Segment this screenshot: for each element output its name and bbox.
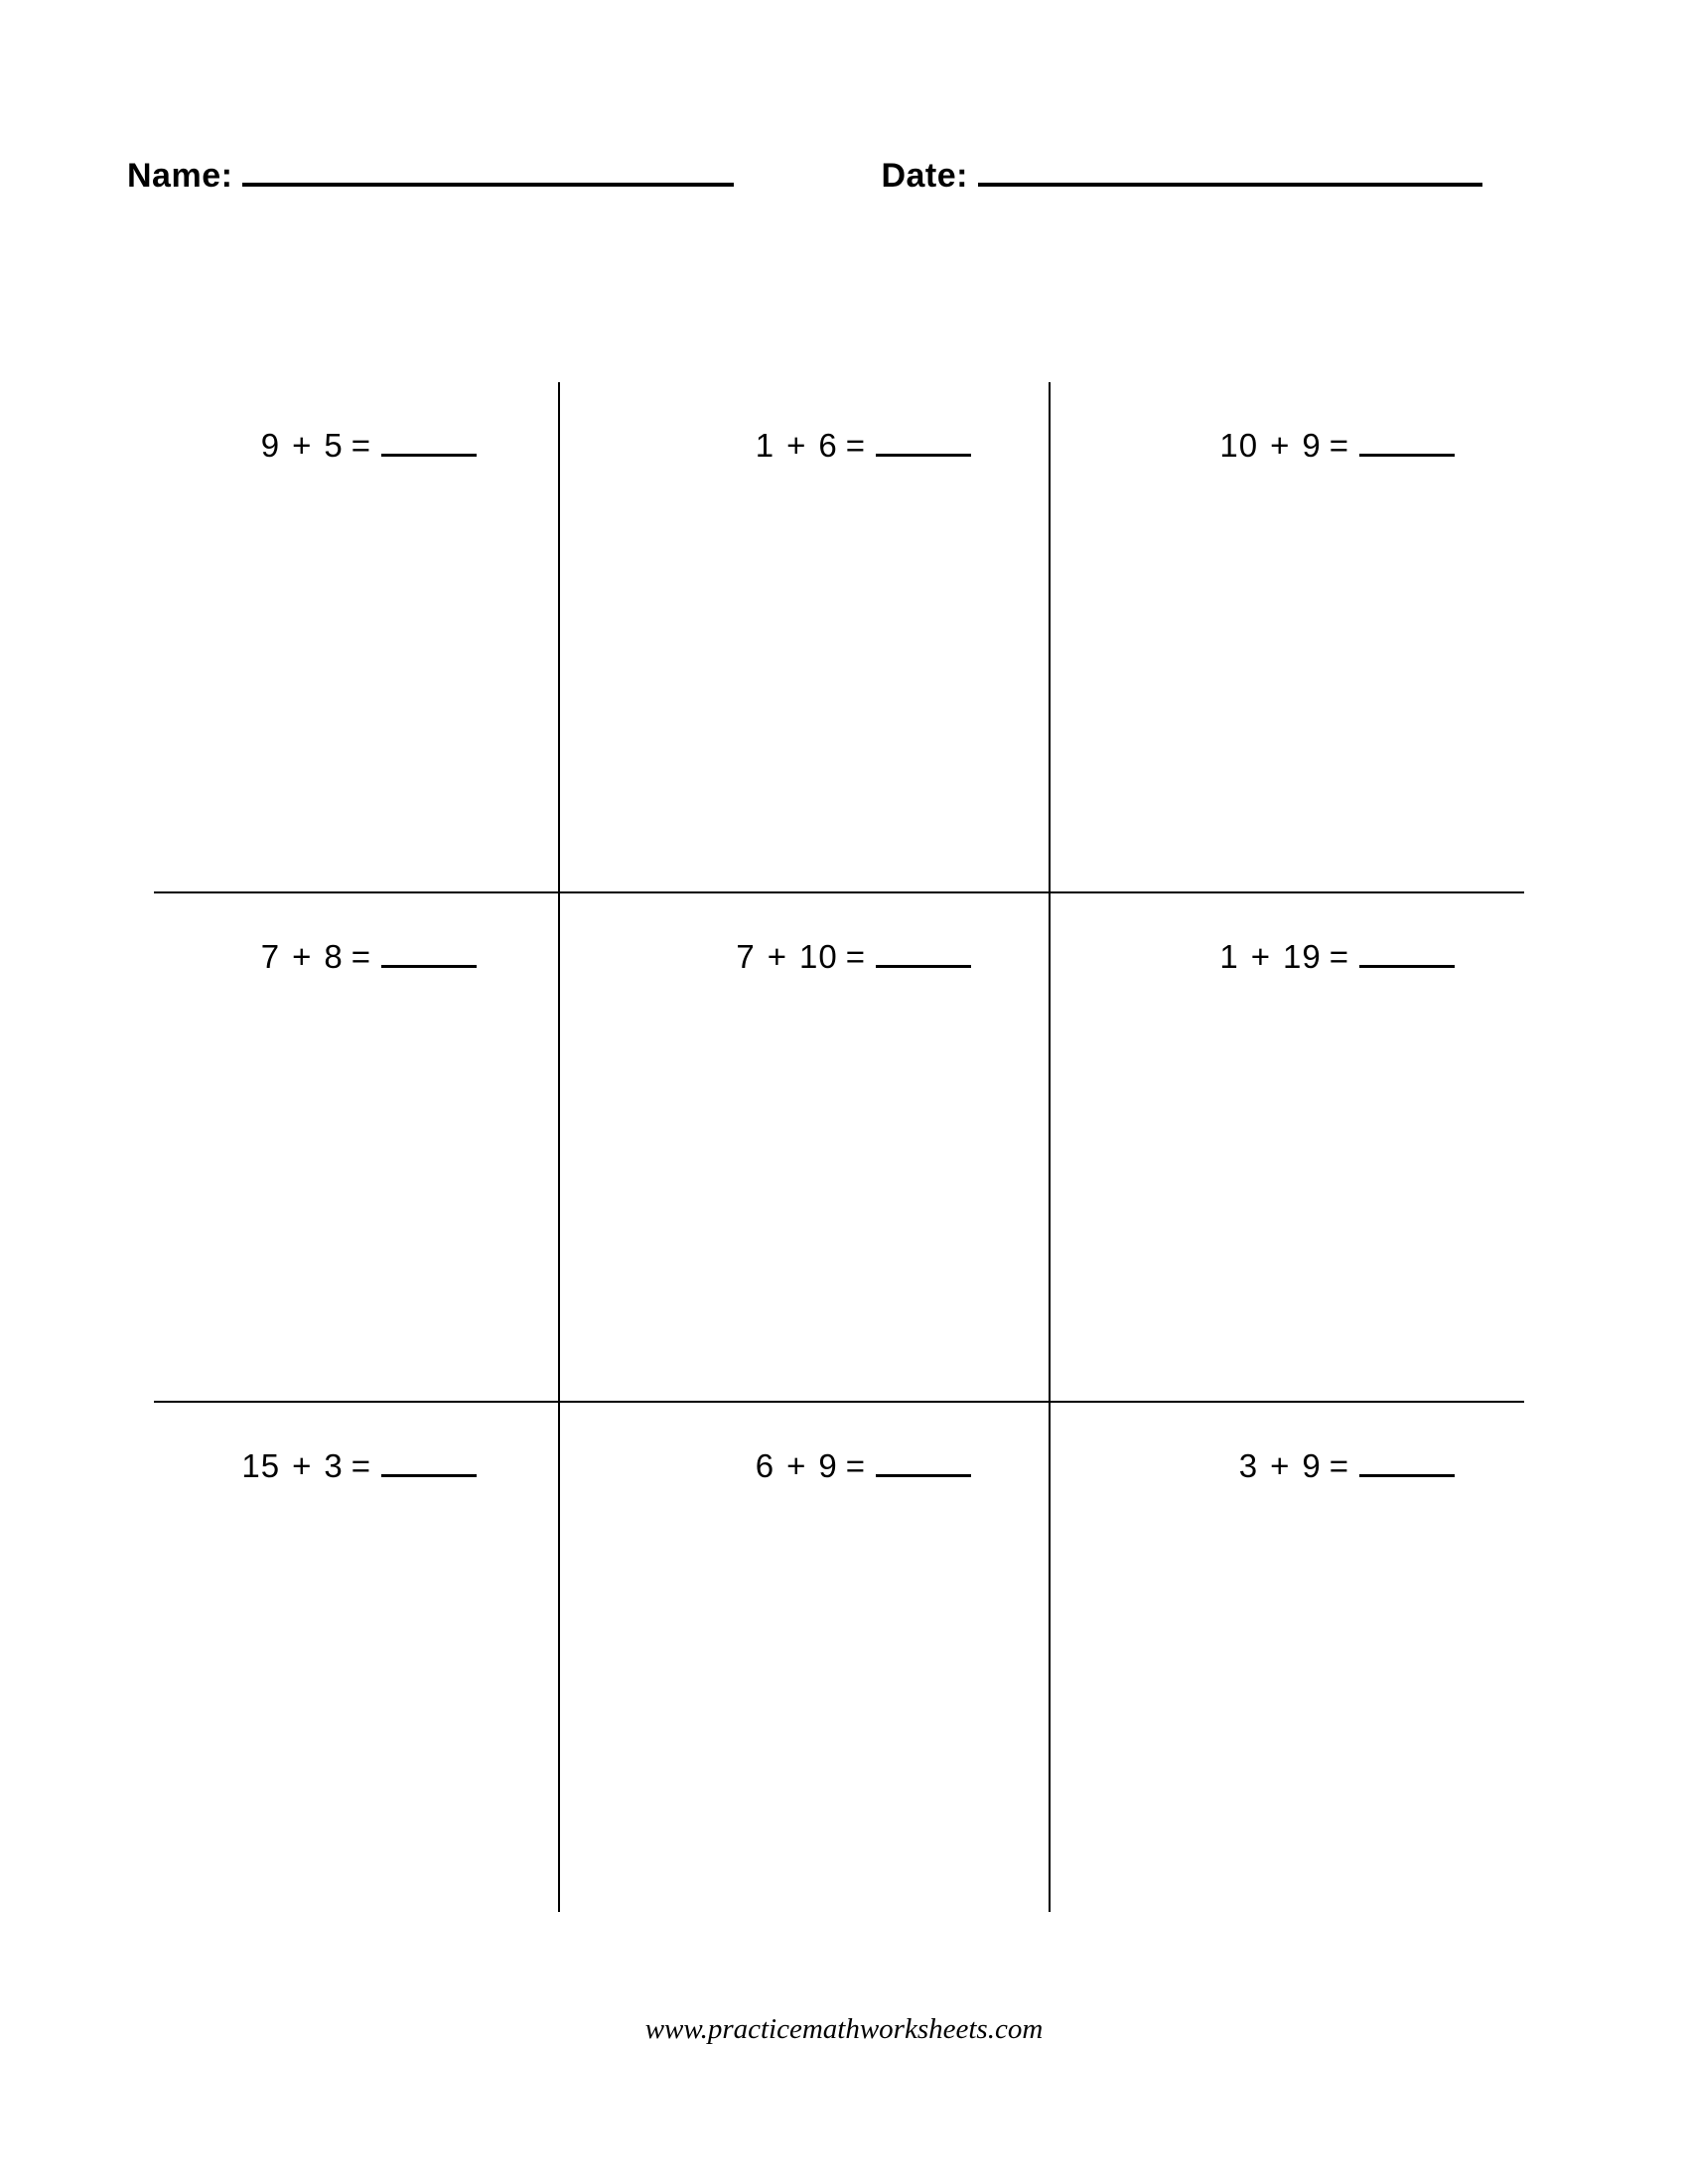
problem-expression	[257, 938, 477, 976]
problem-cell	[1049, 382, 1524, 891]
answer-blank[interactable]	[876, 943, 971, 968]
header	[127, 157, 1527, 196]
equals-sign: =	[351, 427, 371, 464]
problem-expression	[732, 938, 971, 976]
operand-a: 1	[755, 427, 775, 464]
operand-b: 9	[1302, 1447, 1322, 1484]
operand-b: 5	[324, 427, 344, 464]
problem-row	[154, 382, 1524, 891]
operator-icon: +	[1270, 427, 1291, 464]
problem-expression	[237, 1447, 477, 1485]
date-label: Date:	[881, 157, 968, 195]
problem-cell	[558, 893, 1049, 1403]
problem-grid	[154, 382, 1524, 1911]
equals-sign: =	[845, 938, 866, 975]
operand-a: 15	[241, 1447, 281, 1484]
name-input-rule[interactable]	[242, 157, 734, 187]
operator-icon: +	[767, 938, 787, 975]
operand-b: 6	[818, 427, 838, 464]
equals-sign: =	[1329, 427, 1349, 464]
equals-sign: =	[1329, 938, 1349, 975]
operand-b: 8	[324, 938, 344, 975]
problem-cell	[154, 1403, 558, 1912]
answer-blank[interactable]	[876, 1452, 971, 1477]
operand-b: 10	[799, 938, 838, 975]
operand-b: 9	[818, 1447, 838, 1484]
operator-icon: +	[786, 1447, 807, 1484]
answer-blank[interactable]	[381, 943, 477, 968]
operand-a: 6	[755, 1447, 775, 1484]
operand-b: 19	[1283, 938, 1322, 975]
problem-expression	[752, 427, 971, 465]
answer-blank[interactable]	[1359, 432, 1455, 457]
answer-blank[interactable]	[381, 1452, 477, 1477]
equals-sign: =	[1329, 1447, 1349, 1484]
equals-sign: =	[845, 1447, 866, 1484]
problem-cell	[154, 893, 558, 1403]
operand-a: 3	[1238, 1447, 1259, 1484]
name-label: Name:	[127, 157, 233, 195]
operator-icon: +	[292, 1447, 313, 1484]
problem-expression	[1235, 1447, 1455, 1485]
operator-icon: +	[292, 427, 313, 464]
problem-expression	[1215, 938, 1455, 976]
date-input-rule[interactable]	[978, 157, 1482, 187]
equals-sign: =	[351, 1447, 371, 1484]
equals-sign: =	[845, 427, 866, 464]
problem-row	[154, 891, 1524, 1401]
equals-sign: =	[351, 938, 371, 975]
problem-cell	[154, 382, 558, 891]
answer-blank[interactable]	[381, 432, 477, 457]
name-field	[127, 157, 734, 196]
answer-blank[interactable]	[1359, 943, 1455, 968]
operand-a: 7	[736, 938, 756, 975]
operand-a: 1	[1219, 938, 1239, 975]
operand-a: 9	[260, 427, 281, 464]
operand-b: 9	[1302, 427, 1322, 464]
problem-row	[154, 1401, 1524, 1910]
answer-blank[interactable]	[876, 432, 971, 457]
problem-cell	[558, 382, 1049, 891]
operator-icon: +	[1270, 1447, 1291, 1484]
operand-b: 3	[324, 1447, 344, 1484]
problem-cell	[558, 1403, 1049, 1912]
operand-a: 7	[260, 938, 281, 975]
problem-cell	[1049, 1403, 1524, 1912]
operator-icon: +	[1250, 938, 1271, 975]
answer-blank[interactable]	[1359, 1452, 1455, 1477]
problem-expression	[1215, 427, 1455, 465]
operand-a: 10	[1219, 427, 1259, 464]
problem-expression	[257, 427, 477, 465]
date-field	[881, 157, 1482, 196]
problem-cell	[1049, 893, 1524, 1403]
problem-expression	[752, 1447, 971, 1485]
footer-url: www.practicemathworksheets.com	[644, 2013, 1044, 2045]
operator-icon: +	[292, 938, 313, 975]
operator-icon: +	[786, 427, 807, 464]
